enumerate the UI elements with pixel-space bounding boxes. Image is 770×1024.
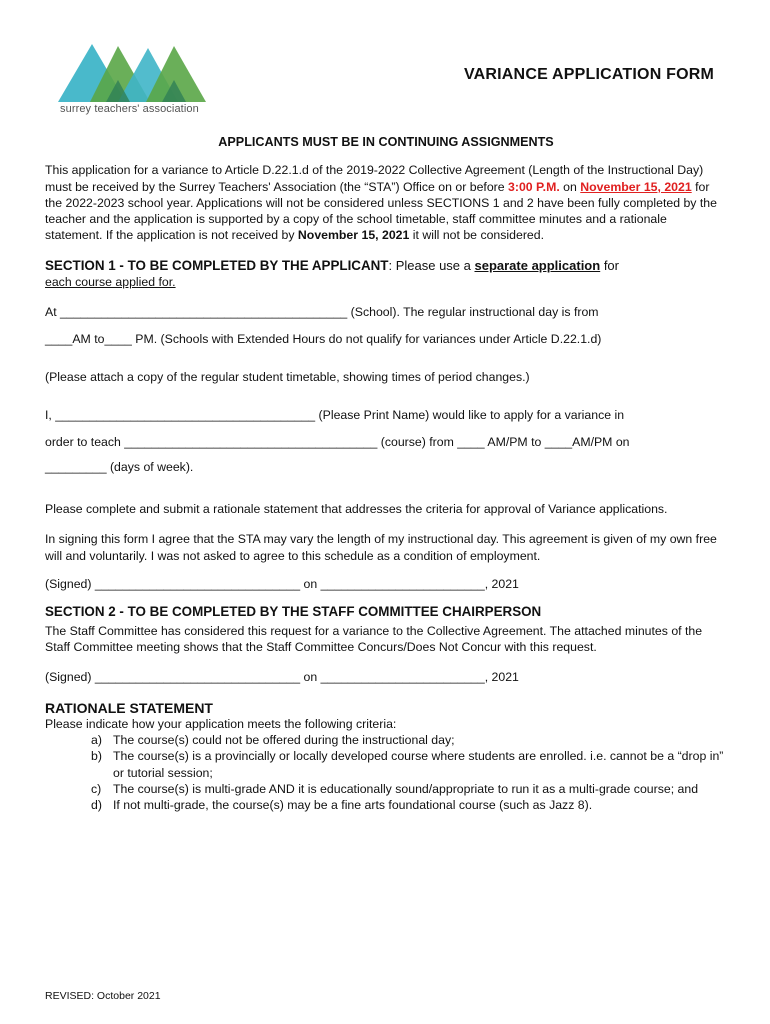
form-body [45, 134, 727, 814]
rationale-request: Please complete and submit a rationale statement that addresses the criteria for approval of Variance applications. [45, 502, 668, 517]
agreement-statement: In signing this form I agree that the STA may vary the length of my instructional day. This agreement is given of my own free will and voluntarily. I was not asked to agree to this schedule as a condition of employment. [45, 532, 717, 563]
hours-field-line[interactable]: ____AM to____ PM. (Schools with Extended Hours do not qualify for variances under Article D.22.1.d) [45, 331, 602, 346]
revision-footer: REVISED: October 2021 [45, 990, 161, 1002]
deadline-date-repeat: November 15, 2021 [297, 228, 410, 243]
criteria-list [45, 732, 727, 813]
rationale-intro: Please indicate how your application meets the following criteria: [45, 716, 397, 731]
deadline-time: 3:00 P.M. [508, 179, 560, 194]
school-field-line[interactable]: At __________________________________________ (School). The regular instructional day is from [45, 305, 599, 320]
applicant-signature-line[interactable]: (Signed) ______________________________ on ________________________, 2021 [45, 577, 519, 592]
eligibility-heading: APPLICANTS MUST BE IN CONTINUING ASSIGNMENTS [218, 135, 554, 149]
days-field-line[interactable]: _________ (days of week). [45, 459, 194, 474]
criteria-item: d) If not multi-grade, the course(s) may be a fine arts foundational course (such as Jazz 8). [91, 798, 593, 813]
criteria-item: c) The course(s) is multi-grade AND it is educationally sound/appropriate to run it as a multi-grade course; and [91, 782, 699, 797]
attach-timetable-note: (Please attach a copy of the regular student timetable, showing times of period changes.) [45, 369, 530, 384]
deadline-date: November 15, 2021 [580, 179, 692, 194]
section1-heading: SECTION 1 - TO BE COMPLETED BY THE APPLICANT [45, 257, 389, 273]
form-title: VARIANCE APPLICATION FORM [463, 66, 714, 83]
intro-paragraph: This application for a variance to Article D.22.1.d of the 2019-2022 Collective Agreement (Length of the Instructional Day) must be received by the Surrey Teachers' Association (the “STA”) Office on or before 3:00 P.M. on November 15, 2021 for the 2022-2023 school year. Applications will not be considered unless SECTIONS 1 and 2 have been fully completed by the teacher and the application is supported by a copy of the school timetable, staff committee minutes and a rationale statement. If the application is not received by November 15, 2021 it will not be considered. [45, 163, 717, 243]
criteria-item: a) The course(s) could not be offered during the instructional day; [91, 733, 455, 748]
course-field-line[interactable]: order to teach _____________________________________ (course) from ____ AM/PM to ____AM/PM on [45, 434, 630, 449]
logo-text: surrey teachers' association [60, 103, 199, 115]
mountains-logo-graphic [58, 40, 208, 102]
section1-heading-line: SECTION 1 - TO BE COMPLETED BY THE APPLICANT: Please use a separate application for [45, 257, 619, 273]
rationale-heading: RATIONALE STATEMENT [45, 699, 213, 716]
section1-note-continued: each course applied for. [45, 275, 176, 290]
chairperson-signature-line[interactable]: (Signed) ______________________________ on ________________________, 2021 [45, 670, 519, 685]
sta-logo [58, 40, 208, 122]
section2-heading: SECTION 2 - TO BE COMPLETED BY THE STAFF COMMITTEE CHAIRPERSON [45, 604, 542, 620]
name-field-line[interactable]: I, ______________________________________ (Please Print Name) would like to apply for a variance in [45, 408, 625, 423]
separate-application-note: separate application [474, 257, 601, 273]
criteria-item: b) The course(s) is a provincially or locally developed course where students are enrolled. i.e. cannot be a “drop in” or tutorial session; [91, 749, 724, 780]
section2-text: The Staff Committee has considered this request for a variance to the Collective Agreement. The attached minutes of the Staff Committee meeting shows that the Staff Committee Concurs/Does Not Concur with this request. [45, 623, 703, 654]
